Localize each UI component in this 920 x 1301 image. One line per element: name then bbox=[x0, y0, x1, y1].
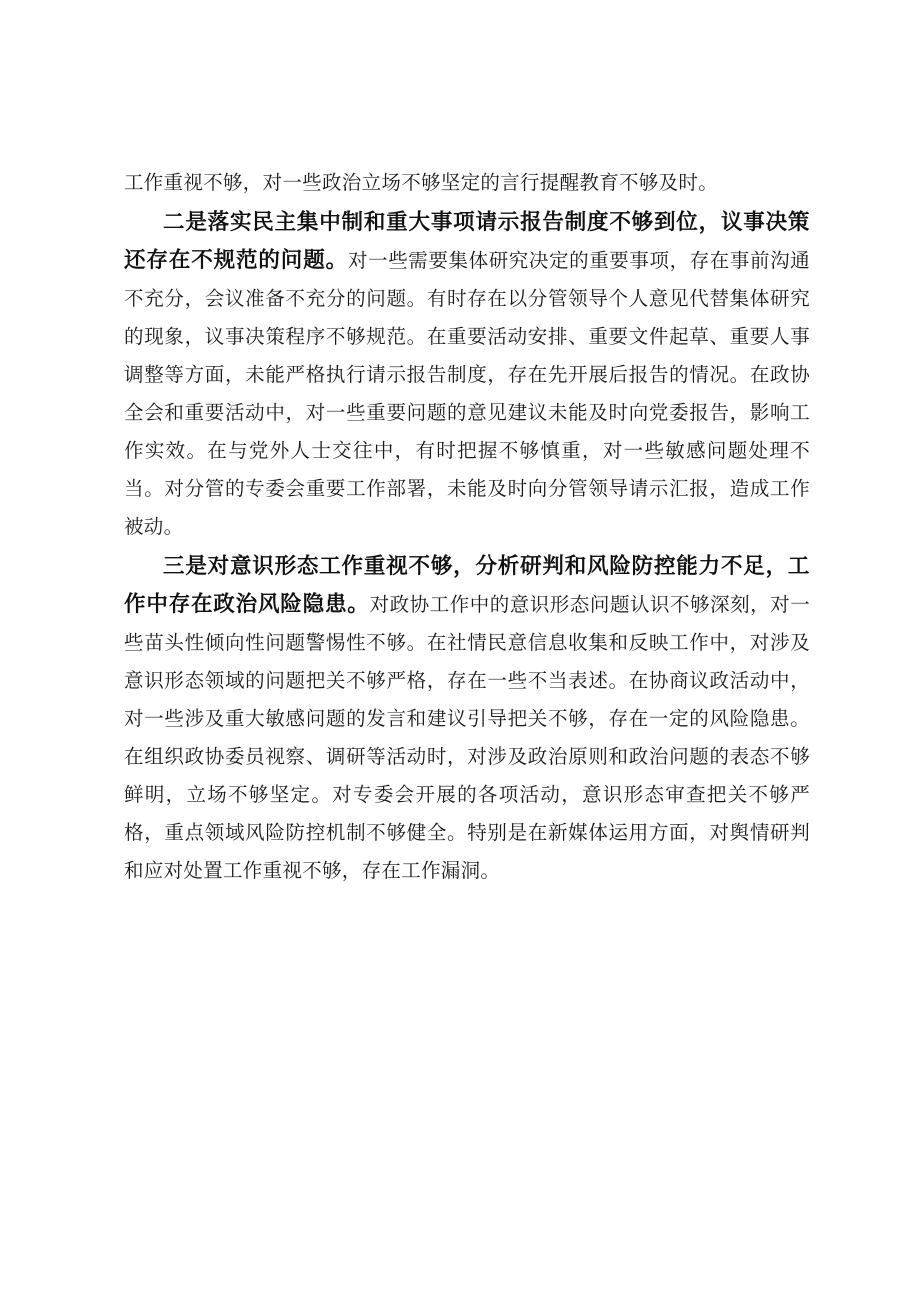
paragraph-heading: 三是对意识形态工作重视不够，分析研判和风险防控能力不足，工作中存在政治风险隐患。 bbox=[124, 554, 810, 617]
paragraph-text: 工作重视不够，对一些政治立场不够坚定的言行提醒教育不够及时。 bbox=[124, 171, 719, 194]
paragraph-item-3 bbox=[124, 548, 810, 890]
paragraph-text: 对一些需要集体研究决定的重要事项，存在事前沟通不充分，会议准备不充分的问题。有时存在以分管领导个人意见代替集体研究的现象，议事决策程序不够规范。在重要活动安排、重要文件起草、重要人事调整等方面，未能严格执行请示报告制度，存在先开展后报告的情况。在政协全会和重要活动中，对一些重要问题的意见建议未能及时向党委报告，影响工作实效。在与党外人士交往中，有时把握不够慎重，对一些敏感问题处理不当。对分管的专委会重要工作部署，未能及时向分管领导请示汇报，造成工作被动。 bbox=[124, 249, 810, 538]
paragraph-item-2 bbox=[124, 204, 810, 546]
paragraph-text: 对政协工作中的意识形态问题认识不够深刻，对一些苗头性倾向性问题警惕性不够。在社情民意信息收集和反映工作中，对涉及意识形态领域的问题把关不够严格，存在一些不当表述。在协商议政活动中，对一些涉及重大敏感问题的发言和建议引导把关不够，存在一定的风险隐患。在组织政协委员视察、调研等活动时，对涉及政治原则和政治问题的表态不够鲜明，立场不够坚定。对专委会开展的各项活动，意识形态审查把关不够严格，重点领域风险防控机制不够健全。特别是在新媒体运用方面，对舆情研判和应对处置工作重视不够，存在工作漏洞。 bbox=[124, 593, 810, 882]
document-body bbox=[124, 164, 810, 890]
paragraph-heading: 二是落实民主集中制和重大事项请示报告制度不够到位，议事决策还存在不规范的问题。 bbox=[124, 210, 810, 273]
paragraph-continuation bbox=[124, 164, 810, 202]
